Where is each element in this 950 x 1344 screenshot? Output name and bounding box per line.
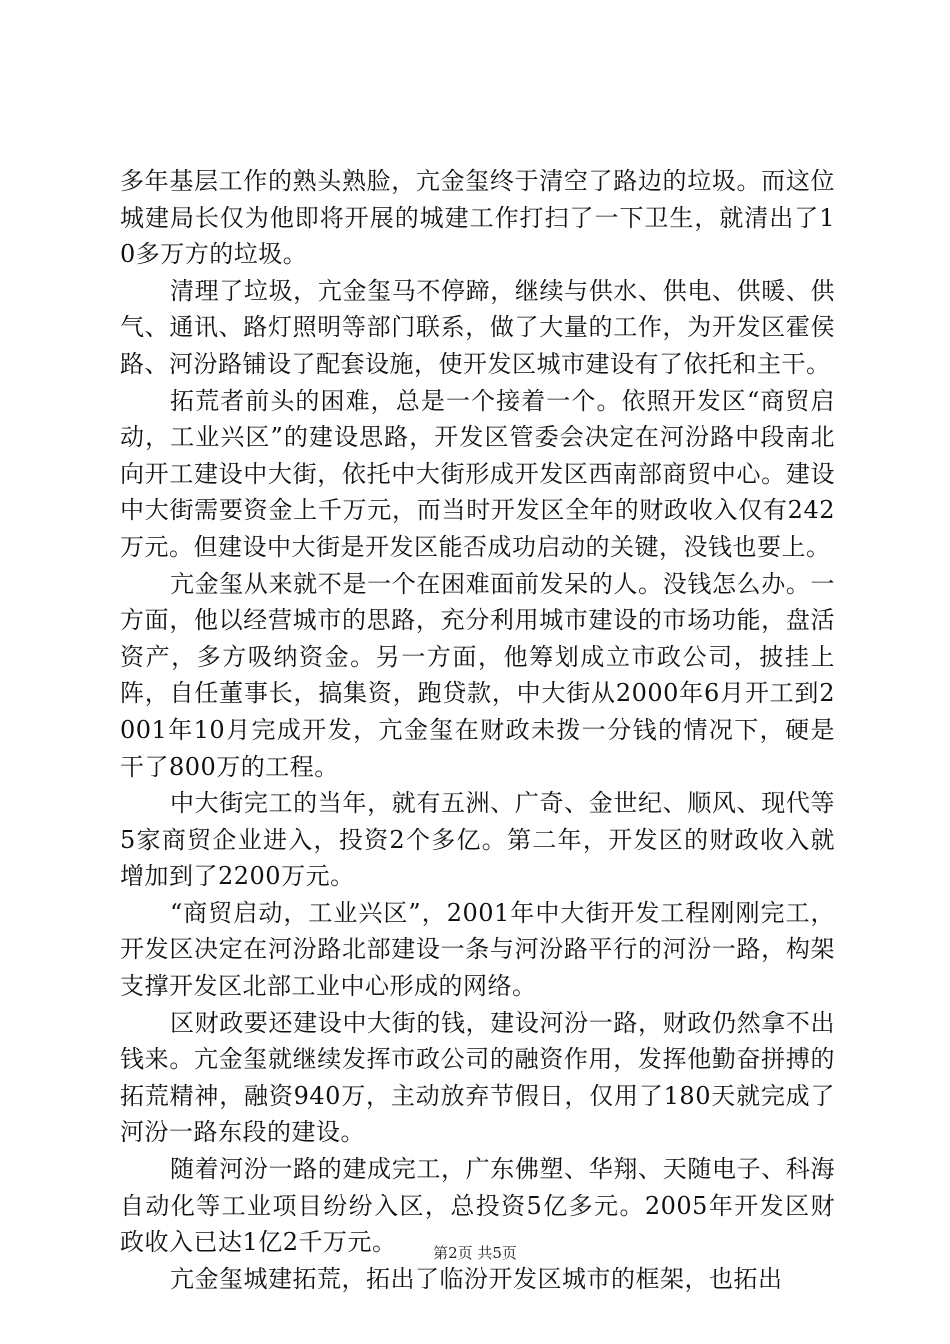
paragraph-8: 随着河汾一路的建成完工，广东佛塑、华翔、天随电子、科海自动化等工业项目纷纷入区，总投资5亿多元。2005年开发区财政收入已达1亿2千万元。 — [120, 1155, 835, 1257]
paragraph-2: 清理了垃圾，亢金玺马不停蹄，继续与供水、供电、供暖、供气、通讯、路灯照明等部门联系，做了大量的工作，为开发区霍侯路、河汾路铺设了配套设施，使开发区城市建设有了依托和主干。 — [120, 276, 835, 378]
paragraph-6: “商贸启动，工业兴区”，2001年中大街开发工程刚刚完工，开发区决定在河汾路北部建设一条与河汾路平行的河汾一路，构架支撑开发区北部工业中心形成的网络。 — [120, 898, 835, 1001]
paragraph-1: 多年基层工作的熟头熟脸，亢金玺终于清空了路边的垃圾。而这位城建局长仅为他即将开展的城建工作打扫了一下卫生，就清出了10多万方的垃圾。 — [120, 167, 835, 269]
paragraph-9: 亢金玺城建拓荒，拓出了临汾开发区城市的框架，也拓出 — [170, 1264, 783, 1293]
paragraph-3: 拓荒者前头的困难，总是一个接着一个。依照开发区“商贸启动，工业兴区”的建设思路，开发区管委会决定在河汾路中段南北向开工建设中大街，依托中大街形成开发区西南部商贸中心。建设中大街需要资金上千万元，而当时开发区全年的财政收入仅有242万元。但建设中大街是开发区能否成功启动的关键，没钱也要上。 — [120, 386, 835, 561]
page-number-footer: 第2页 共5页 — [433, 1244, 517, 1262]
paragraph-4: 亢金玺从来就不是一个在困难面前发呆的人。没钱怎么办。一方面，他以经营城市的思路，充分利用城市建设的市场功能，盘活资产，多方吸纳资金。另一方面，他筹划成立市政公司，披挂上阵，自任董事长，搞集资，跑贷款，中大街从2000年6月开工到2001年10月完成开发，亢金玺在财政未拨一分钱的情况下，硬是干了800万的工程。 — [120, 569, 835, 781]
paragraph-5: 中大街完工的当年，就有五洲、广奇、金世纪、顺风、现代等5家商贸企业进入，投资2个多亿。第二年，开发区的财政收入就增加到了2200万元。 — [120, 789, 835, 891]
article-body — [120, 163, 835, 1297]
paragraph-7: 区财政要还建设中大街的钱，建设河汾一路，财政仍然拿不出钱来。亢金玺就继续发挥市政公司的融资作用，发挥他勤奋拼搏的拓荒精神，融资940万，主动放弃节假日，仅用了180天就完成了河汾一路东段的建设。 — [120, 1008, 835, 1147]
